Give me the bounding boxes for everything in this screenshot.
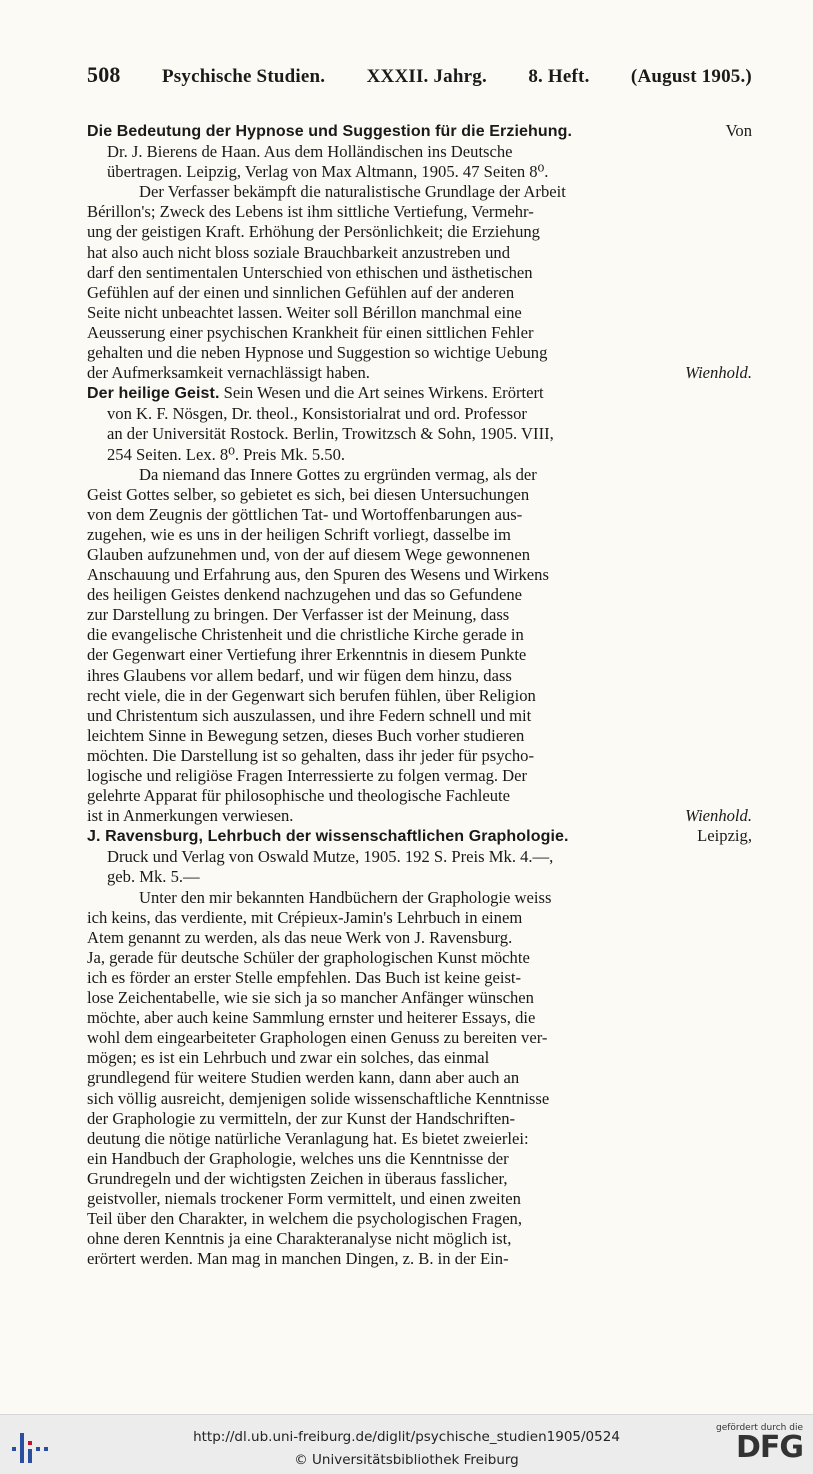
body-line: wohl dem eingearbeiteter Graphologen einen Genuss zu bereiten ver- [87,1028,548,1048]
reviewer-signature: Wienhold. [685,806,752,826]
running-header [87,62,752,88]
document-page [87,62,752,1269]
body-line: zur Darstellung zu bringen. Der Verfasser ist der Meinung, dass [87,605,510,625]
volume: XXXII. Jahrg. [366,66,487,87]
body-line: ein Handbuch der Graphologie, welches uns die Kenntnisse der [87,1148,509,1168]
body-line: Aeusserung einer psychischen Krankheit für einen sittlichen Fehler [87,322,534,342]
bib-line: Von [725,121,752,140]
body-line: ung der geistigen Kraft. Erhöhung der Persönlichkeit; die Erziehung [87,222,540,242]
body-line: sich völlig ausreicht, demjenigen solide wissenschaftliche Kenntnisse [87,1088,550,1108]
body-line: Da niemand das Innere Gottes zu ergründen vermag, als der [139,464,537,484]
body-line: mögen; es ist ein Lehrbuch und zwar ein solches, das einmal [87,1048,490,1068]
body-line: logische und religiöse Fragen Interressierte zu folgen vermag. Der [87,766,528,785]
body-line: zugehen, wie es uns in der heiligen Schrift vorliegt, dasselbe im [87,524,511,544]
book-title: Der heilige Geist. [87,385,220,403]
permalink-url[interactable]: http://dl.ub.uni-freiburg.de/diglit/psychische_studien1905/0524 [193,1429,620,1445]
bib-line: Druck und Verlag von Oswald Mutze, 1905. 192 S. Preis Mk. 4.—, [107,847,554,867]
bib-line: 254 Seiten. Lex. 8⁰. Preis Mk. 5.50. [107,444,346,464]
page-number: 508 [87,62,121,87]
entry-heading [87,826,752,847]
viewer-footer [0,1414,813,1474]
body-line: Unter den mir bekannten Handbüchern der Graphologie weiss [139,887,552,907]
bib-line: Leipzig, [697,826,752,846]
body-line: leichtem Sinne in Bewegung setzen, dieses Buch vorher studieren [87,725,525,745]
book-title: Die Bedeutung der Hypnose und Suggestion für die Erziehung. [87,123,573,140]
body-line: Anschauung und Erfahrung aus, den Spuren des Wesens und Wirkens [87,565,549,585]
body-line: Geist Gottes selber, so gebietet es sich, bei diesen Untersuchungen [87,484,530,504]
body-line: ich es förder an erster Stelle empfehlen. Das Buch ist keine geist- [87,967,522,987]
bib-line: Sein Wesen und die Art seines Wirkens. Erörtert [223,383,544,403]
reviewer-signature: Wienhold. [685,363,752,383]
body-line-last [87,806,752,826]
body-line: der Aufmerksamkeit vernachlässigt haben. [87,363,370,383]
body-line: Ja, gerade für deutsche Schüler der graphologischen Kunst möchte [87,947,530,967]
body-line: Glauben aufzunehmen und, von der auf diesem Wege gewonnenen [87,544,531,564]
body-line: gehalten und die neben Hypnose und Suggestion so wichtige Uebung [87,343,548,363]
body-line: deutung die nötige natürliche Veranlagung hat. Es bietet zweierlei: [87,1128,529,1148]
body-line: der Gegenwart einer Vertiefung ihrer Erkenntnis in diesem Punkte [87,645,527,665]
entry-heading [87,383,752,404]
bib-line: an der Universität Rostock. Berlin, Trowitzsch & Sohn, 1905. VIII, [107,424,554,444]
review-entry [87,121,752,383]
entry-heading [87,121,752,142]
body-line: ohne deren Kenntnis ja eine Charakteranalyse nicht möglich ist, [87,1229,512,1249]
body-line: die evangelische Christenheit und die christliche Kirche gerade in [87,625,524,645]
body-line: des heiligen Geistes denkend nachzugehen und das so Gefundene [87,585,522,605]
bib-line: Dr. J. Bierens de Haan. Aus dem Holländischen ins Deutsche [107,142,513,162]
body-line: der Graphologie zu vermitteln, der zur Kunst der Handschriften- [87,1108,516,1128]
body-line: recht viele, die in der Gegenwart sich berufen fühlen, über Religion [87,685,536,705]
issue-date: (August 1905.) [630,66,752,87]
body-line: ihres Glaubens vor allem bedarf, und wir fügen dem hinzu, dass [87,665,512,685]
body-line: Der Verfasser bekämpft die naturalistische Grundlage der Arbeit [139,182,566,202]
body-line: hat also auch nicht bloss soziale Brauchbarkeit anzustreben und [87,242,511,262]
body-line: Teil über den Charakter, in welchem die psychologischen Fragen, [87,1209,523,1229]
body-line: Gefühlen auf der einen und sinnlichen Gefühlen auf der anderen [87,282,515,302]
dfg-logo-text: DFG [735,1430,803,1465]
body-line: Atem genannt zu werden, als das neue Werk von J. Ravensburg. [87,927,513,947]
book-title: J. Ravensburg, Lehrbuch der wissenschaftlichen Graphologie. [87,828,569,846]
body-line: Bérillon's; Zweck des Lebens ist ihm sittliche Vertiefung, Vermehr- [87,202,534,222]
body-line: lose Zeichentabelle, wie sie sich ja so mancher Anfänger wünschen [87,988,534,1008]
issue: 8. Heft. [528,66,590,87]
journal-title: Psychische Studien. [162,66,326,87]
review-entry [87,826,752,1269]
body-line: möchten. Die Darstellung ist so gehalten, dass ihr jeder für psycho- [87,745,534,765]
body-line: ist in Anmerkungen verwiesen. [87,806,294,826]
dfg-logo [708,1423,803,1471]
body-line: und Christentum sich auszulassen, und ihre Federn schnell und mit [87,705,532,725]
funding-caption: gefördert durch die [716,1423,803,1433]
body-line: grundlegend für weitere Studien werden kann, dann aber auch an [87,1068,520,1088]
body-line: Seite nicht unbeachtet lassen. Weiter soll Bérillon manchmal eine [87,302,522,322]
body-line: darf den sentimentalen Unterschied von ethischen und ästhetischen [87,262,533,282]
body-line: gelehrte Apparat für philosophische und theologische Fachleute [87,786,511,806]
body-line-last [87,363,752,383]
body-line: geistvoller, niemals trockener Form vermittelt, und einen zweiten [87,1188,521,1208]
body-line: ich keins, das verdiente, mit Crépieux-Jamin's Lehrbuch in einem [87,907,523,927]
bib-line: geb. Mk. 5.— [107,867,200,887]
body-line: erörtert werden. Man mag in manchen Dingen, z. B. in der Ein- [87,1249,509,1269]
copyright-notice: © Universitätsbibliothek Freiburg [294,1452,519,1468]
body-line: Grundregeln und der wichtigsten Zeichen in überaus fasslicher, [87,1168,508,1188]
review-entry [87,383,752,826]
bib-line: übertragen. Leipzig, Verlag von Max Altmann, 1905. 47 Seiten 8⁰. [107,162,549,182]
body-line: möchte, aber auch keine Sammlung ernster und heiterer Essays, die [87,1008,536,1028]
body-line: von dem Zeugnis der göttlichen Tat- und Wortoffenbarungen aus- [87,504,523,524]
bib-line: von K. F. Nösgen, Dr. theol., Konsistorialrat und ord. Professor [107,404,527,424]
